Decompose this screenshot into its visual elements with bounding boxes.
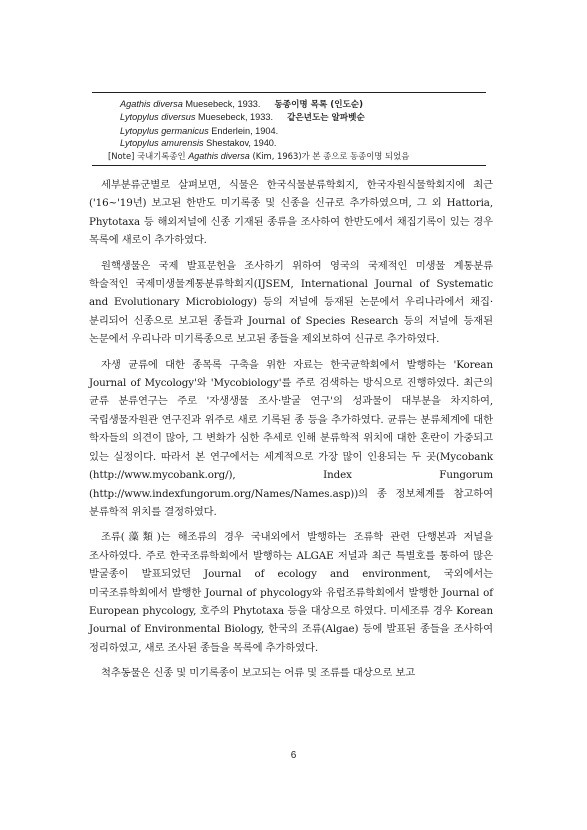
paragraph-prokaryotes: 원핵생물은 국제 발표문헌을 조사하기 위하여 영국의 국제적인 미생물 계통분류 학술적인 국제미생물계통분류학회지(IJSEM, International Journal of Systematic and Evolutionary Microbiology) 등의 저널에 등재된 논문에서 우리나라에서 채집·분리되어 신종으로 보고된 종들과 Journal of Species Research 등의 저널에 등재된 논문에서 우리나라 미기록종으로 보고된 종들을 제외보하여 신규로 추가하였다. [89,259,493,346]
paragraph-plants: 세부분류군별로 살펴보면, 식물은 한국식물분류학회지, 한국자원식물학회지에 최근('16~'19년) 보고된 한반도 미기록종 및 신종을 신규로 추가하였으며, 그 외 Hattoria, Phytotaxa 등 해외저널에 신종 기재된 종류을 조사하여 한반도에서 채집기록이 있는 경우 목록에 새로이 추가하였다. [89,179,493,247]
note-prefix: [Note] 국내기록종인 [108,150,189,161]
body-text [89,176,493,690]
paragraph-vertebrates: 척추동물은 신종 및 미기록종이 보고되는 어류 및 조류를 대상으로 보고 [101,667,416,680]
author-citation: Muesebeck, 1933. [195,112,274,123]
synonym-list-box [92,92,486,166]
synonym-note-line [92,150,486,162]
author-citation: Shestakov, 1940. [203,138,277,149]
scientific-name: Agathis diversa [120,99,183,109]
synonym-line-3 [92,125,486,137]
paragraph-fungi: 자생 균류에 대한 종목록 구축을 위한 자료는 한국균학회에서 발행하는 'Korean Journal of Mycology'와 'Mycobiology'를 주로 검색하는 방식으로 진행하였다. 최근의 균류 분류연구는 주로 '자생생물 조사·발굴 연구'의 성과물이 대부분을 차지하여, 국립생물자원관 연구진과 위주로 새로 기록된 종 등을 추가하였다. 균류는 분류체계에 대한 학자들의 의견이 많아, 그 변화가 심한 추세로 인해 분류학적 위치에 대한 혼란이 가중되고 있는 실정이다. 따라서 본 연구에서는 세계적으로 가장 많이 인용되는 두 곳(Mycobank (http://www.mycobank.org/), Index Fungorum (http://www.indexfungorum.org/Names/Names.asp))의 종 정보체계를 참고하여 분류학적 위치를 결정하였다. [89,358,493,518]
note-scientific-name: Agathis diversa [188,150,250,161]
scientific-name: Lytopylus amurensis [120,138,204,149]
scientific-name: Lytopylus diversus [120,112,196,123]
page-number: 6 [290,750,297,761]
annotation-label: 동종이명 목록 (인도순) [274,100,364,110]
synonym-line-1 [92,98,486,111]
author-citation: Enderlein, 1904. [208,125,279,136]
author-citation: Muesebeck, 1933. [182,99,261,109]
annotation-label: 같은년도는 알파벳순 [287,113,365,124]
synonym-line-2 [92,111,486,124]
synonym-line-4 [92,137,486,149]
note-suffix: (Kim, 1963)가 본 종으로 동종이명 되었음 [249,150,410,161]
paragraph-algae: 조류(藻類)는 해조류의 경우 국내외에서 발행하는 조류학 관련 단행본과 저널을 조사하였다. 주로 한국조류학회에서 발행하는 ALGAE 저널과 최근 특별호를 통하여 많은 발굴종이 발표되었던 Journal of ecology and environment, 국외에서는 미국조류학회에서 발행한 Journal of phycology와 유럽조류학회에서 발행한 Journal of European phycology, 호주의 Phytotaxa 등을 대상으로 하였다. 미세조류 경우 Korean Journal of Environmental Biology, 한국의 조류(Algae) 등에 발표된 종들을 조사하여 정리하였고, 새로 조사된 종들을 목록에 추가하였다. [89,531,493,654]
scientific-name: Lytopylus germanicus [120,125,209,136]
